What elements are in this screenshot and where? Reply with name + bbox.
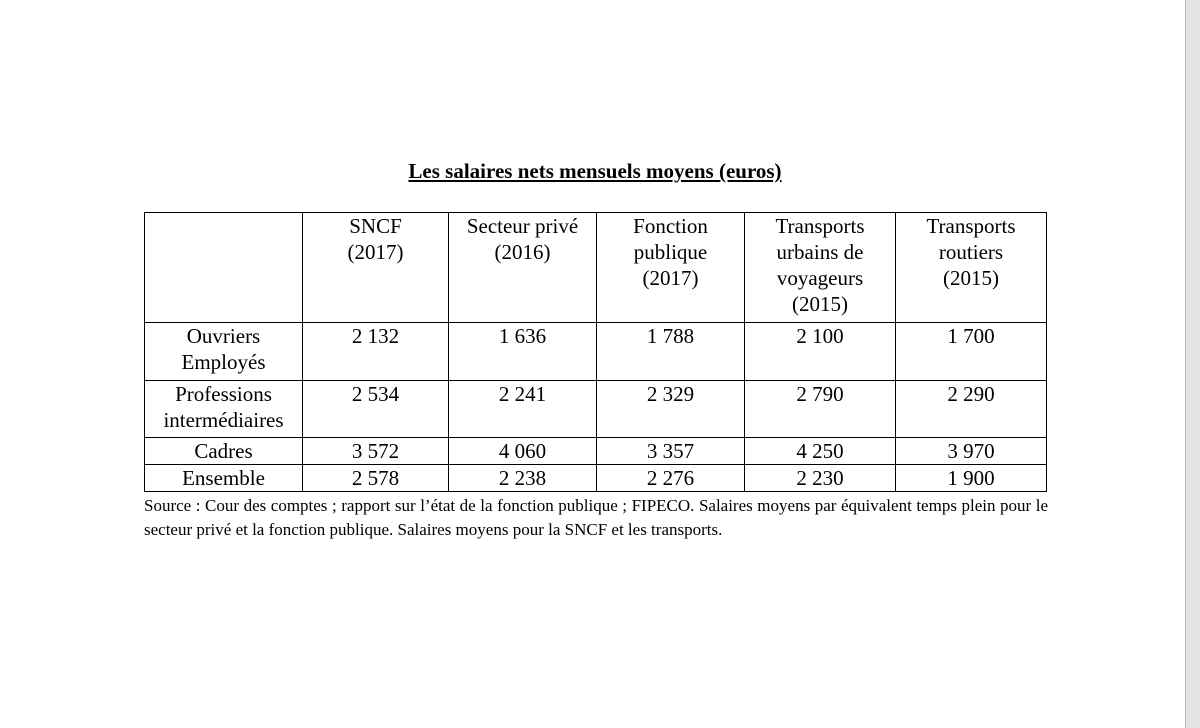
source-note: Source : Cour des comptes ; rapport sur l’état de la fonction publique ; FIPECO. Salaires moyens par équivalent temps plein pour le secteur privé et la fonction publique. Salaires moyens pour la SNCF et les transports. bbox=[144, 496, 1048, 539]
table-row bbox=[145, 465, 1047, 492]
table-header-row bbox=[145, 213, 1047, 323]
table-row bbox=[145, 323, 1047, 381]
cell: 2 238 bbox=[449, 465, 597, 492]
cell: 2 329 bbox=[597, 381, 745, 438]
row-label: Ouvriers Employés bbox=[145, 323, 303, 381]
cell: 3 970 bbox=[896, 438, 1047, 465]
header-cell: Transports urbains de voyageurs (2015) bbox=[745, 213, 896, 323]
row-label: Ensemble bbox=[145, 465, 303, 492]
row-label: Cadres bbox=[145, 438, 303, 465]
salary-table bbox=[144, 212, 1047, 492]
row-label: Professions intermédiaires bbox=[145, 381, 303, 438]
header-cell: Secteur privé (2016) bbox=[449, 213, 597, 323]
cell: 4 250 bbox=[745, 438, 896, 465]
cell: 1 700 bbox=[896, 323, 1047, 381]
cell: 2 132 bbox=[303, 323, 449, 381]
header-cell bbox=[145, 213, 303, 323]
cell: 3 357 bbox=[597, 438, 745, 465]
cell: 3 572 bbox=[303, 438, 449, 465]
cell: 4 060 bbox=[449, 438, 597, 465]
cell: 2 100 bbox=[745, 323, 896, 381]
cell: 2 790 bbox=[745, 381, 896, 438]
table-title: Les salaires nets mensuels moyens (euros) bbox=[408, 159, 782, 183]
cell: 2 230 bbox=[745, 465, 896, 492]
header-cell: Fonction publique (2017) bbox=[597, 213, 745, 323]
header-cell: Transports routiers (2015) bbox=[896, 213, 1047, 323]
cell: 2 290 bbox=[896, 381, 1047, 438]
cell: 1 636 bbox=[449, 323, 597, 381]
cell: 2 534 bbox=[303, 381, 449, 438]
cell: 2 578 bbox=[303, 465, 449, 492]
cell: 2 276 bbox=[597, 465, 745, 492]
cell: 1 900 bbox=[896, 465, 1047, 492]
cell: 2 241 bbox=[449, 381, 597, 438]
cell: 1 788 bbox=[597, 323, 745, 381]
header-cell: SNCF (2017) bbox=[303, 213, 449, 323]
table-row bbox=[145, 381, 1047, 438]
table-row bbox=[145, 438, 1047, 465]
